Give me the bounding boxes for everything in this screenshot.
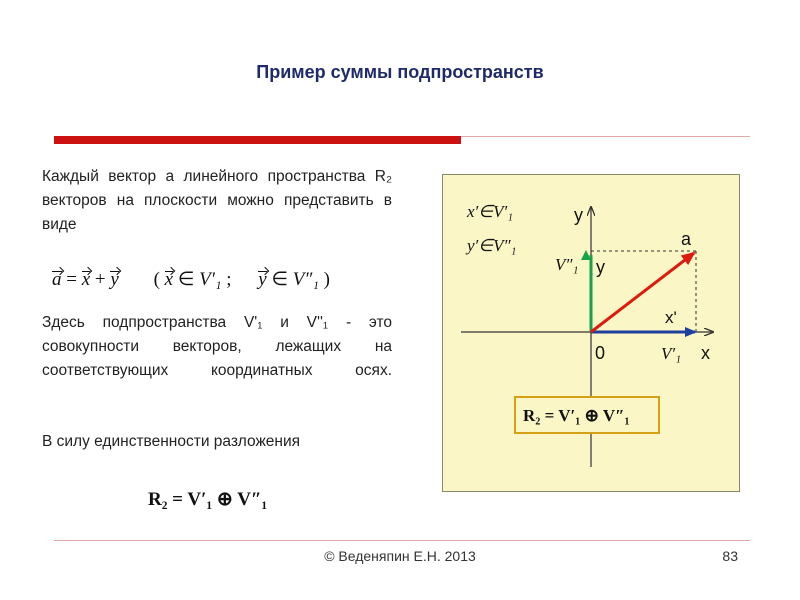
footer-copyright: © Веденяпин Е.Н. 2013 [324, 548, 476, 564]
subspace-y-label: V″₁ [555, 255, 579, 274]
x-axis-label: x [701, 343, 710, 363]
formula-separator: ; [226, 269, 232, 290]
in-symbol-1: ∈ [177, 269, 195, 290]
accent-bar [54, 136, 461, 144]
y-axis-label: y [574, 205, 583, 225]
page-number: 83 [722, 548, 738, 564]
formula-paren-open: ( [153, 269, 160, 290]
origin-label: 0 [595, 343, 606, 363]
vector-y: y [110, 269, 119, 290]
vector-a-label: a [681, 229, 692, 249]
in-symbol-2: ∈ [271, 269, 289, 290]
vector-y-label: y [596, 257, 605, 277]
vector-x-label: x' [665, 308, 677, 327]
diagram-svg [443, 175, 739, 491]
subspace-v1-double-prime: V″₁ [292, 269, 319, 290]
membership-y-label: y′∈V″₁ [467, 236, 517, 255]
coordinate-diagram [442, 174, 740, 492]
formula-paren-close: ) [323, 269, 330, 290]
paragraph-uniqueness: В силу единственности разложения [42, 433, 301, 450]
paragraph-subspaces: Здесь подпространства V'₁ и V''₁ - это совокупности векторов, лежащих на соответствующих координатных осях. [42, 314, 392, 379]
decomposition-formula: a = x + y ( x ∈ V′₁ ; y ∈ V″₁ ) [52, 269, 330, 290]
vector-a: a [52, 269, 62, 290]
membership-x-label: x′∈V′₁ [467, 202, 514, 221]
vector-x: x [81, 269, 91, 290]
footer-divider [54, 540, 750, 541]
direct-sum-formula: R₂ = V′₁ ⊕ V″₁ [148, 489, 268, 510]
vector-a-red [591, 253, 694, 332]
subspace-v1-prime: V′₁ [199, 269, 222, 290]
vector-x-2: x [164, 269, 174, 290]
subspace-x-label: V′₁ [661, 344, 682, 363]
boxed-formula: R₂ = V′₁ ⊕ V″₁ [523, 406, 630, 425]
vector-y-2: y [258, 269, 267, 290]
slide-title: Пример суммы подпространств [256, 62, 544, 82]
paragraph-decomposition: Каждый вектор a линейного пространства R₂ векторов на плоскости можно представить в виде [42, 168, 392, 233]
